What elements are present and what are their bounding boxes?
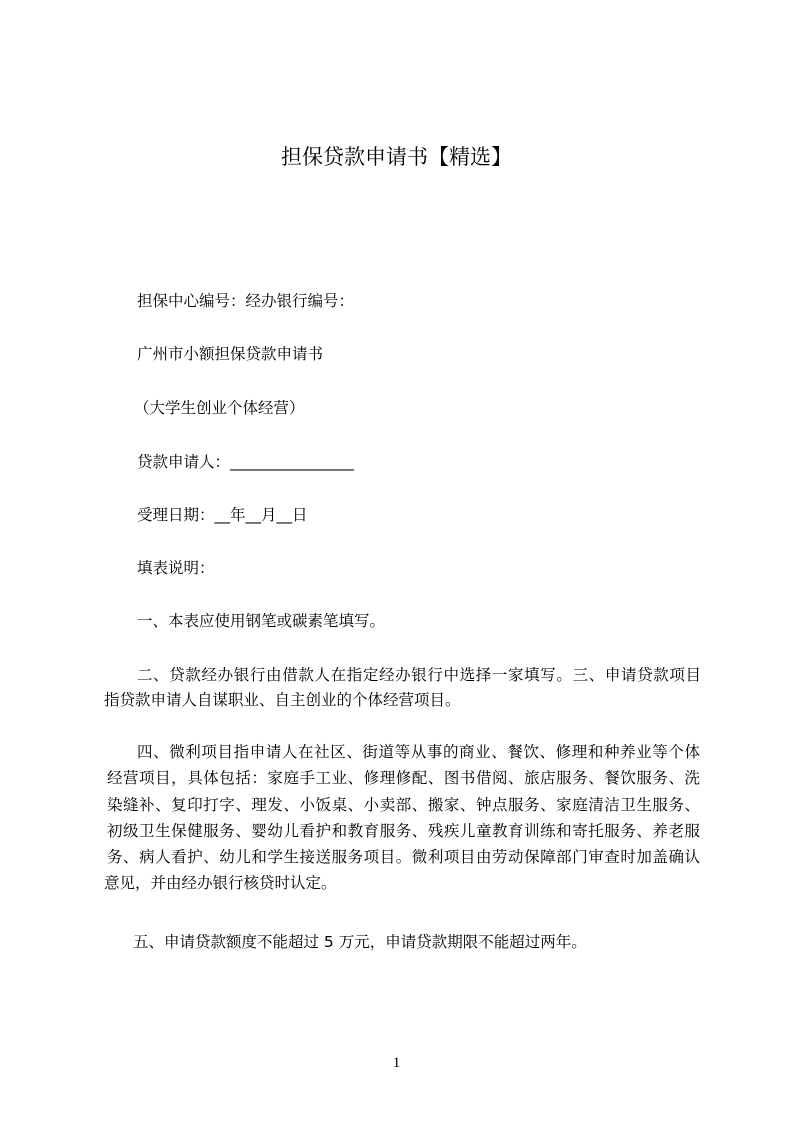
form-subtitle: 广州市小额担保贷款申请书 [137, 345, 324, 363]
document-title: 担保贷款申请书【精选】 [281, 145, 512, 169]
applicant-line: 贷款申请人：________________ [137, 453, 355, 471]
instruction-2-line-1: 二、贷款经办银行由借款人在指定经办银行中选择一家填写。三、申请贷款项目 [137, 666, 701, 684]
instruction-4-line-1: 四、微利项目指申请人在社区、街道等从事的商业、餐饮、修理和种养业等个体 [137, 743, 700, 761]
instruction-4-line-4: 初级卫生保健服务、婴幼儿看护和教育服务、残疾儿童教育训练和寄托服务、养老服 [107, 822, 700, 840]
center-number-line: 担保中心编号：经办银行编号： [137, 292, 355, 310]
instruction-2-line-2: 指贷款申请人自谋职业、自主创业的个体经营项目。 [104, 691, 461, 709]
instruction-4-line-5: 务、病人看护、幼儿和学生接送服务项目。微利项目由劳动保障部门审查时加盖确认 [107, 848, 700, 866]
instruction-4-line-6: 意见，并由经办银行核贷时认定。 [104, 874, 337, 892]
page-number: 1 [392, 1055, 401, 1071]
form-category: （大学生创业个体经营） [134, 399, 305, 417]
instruction-5: 五、申请贷款额度不能超过 5 万元，申请贷款期限不能超过两年。 [133, 933, 587, 951]
instruction-4-line-2: 经营项目，具体包括：家庭手工业、修理修配、图书借阅、旅店服务、餐饮服务、洗 [107, 769, 700, 787]
instruction-4-line-3: 染缝补、复印打字、理发、小饭桌、小卖部、搬家、钟点服务、家庭清洁卫生服务、 [107, 796, 700, 814]
instructions-heading: 填表说明： [137, 559, 215, 577]
date-line: 受理日期：__年__月__日 [137, 506, 308, 524]
instruction-1: 一、本表应使用钢笔或碳素笔填写。 [137, 612, 386, 630]
